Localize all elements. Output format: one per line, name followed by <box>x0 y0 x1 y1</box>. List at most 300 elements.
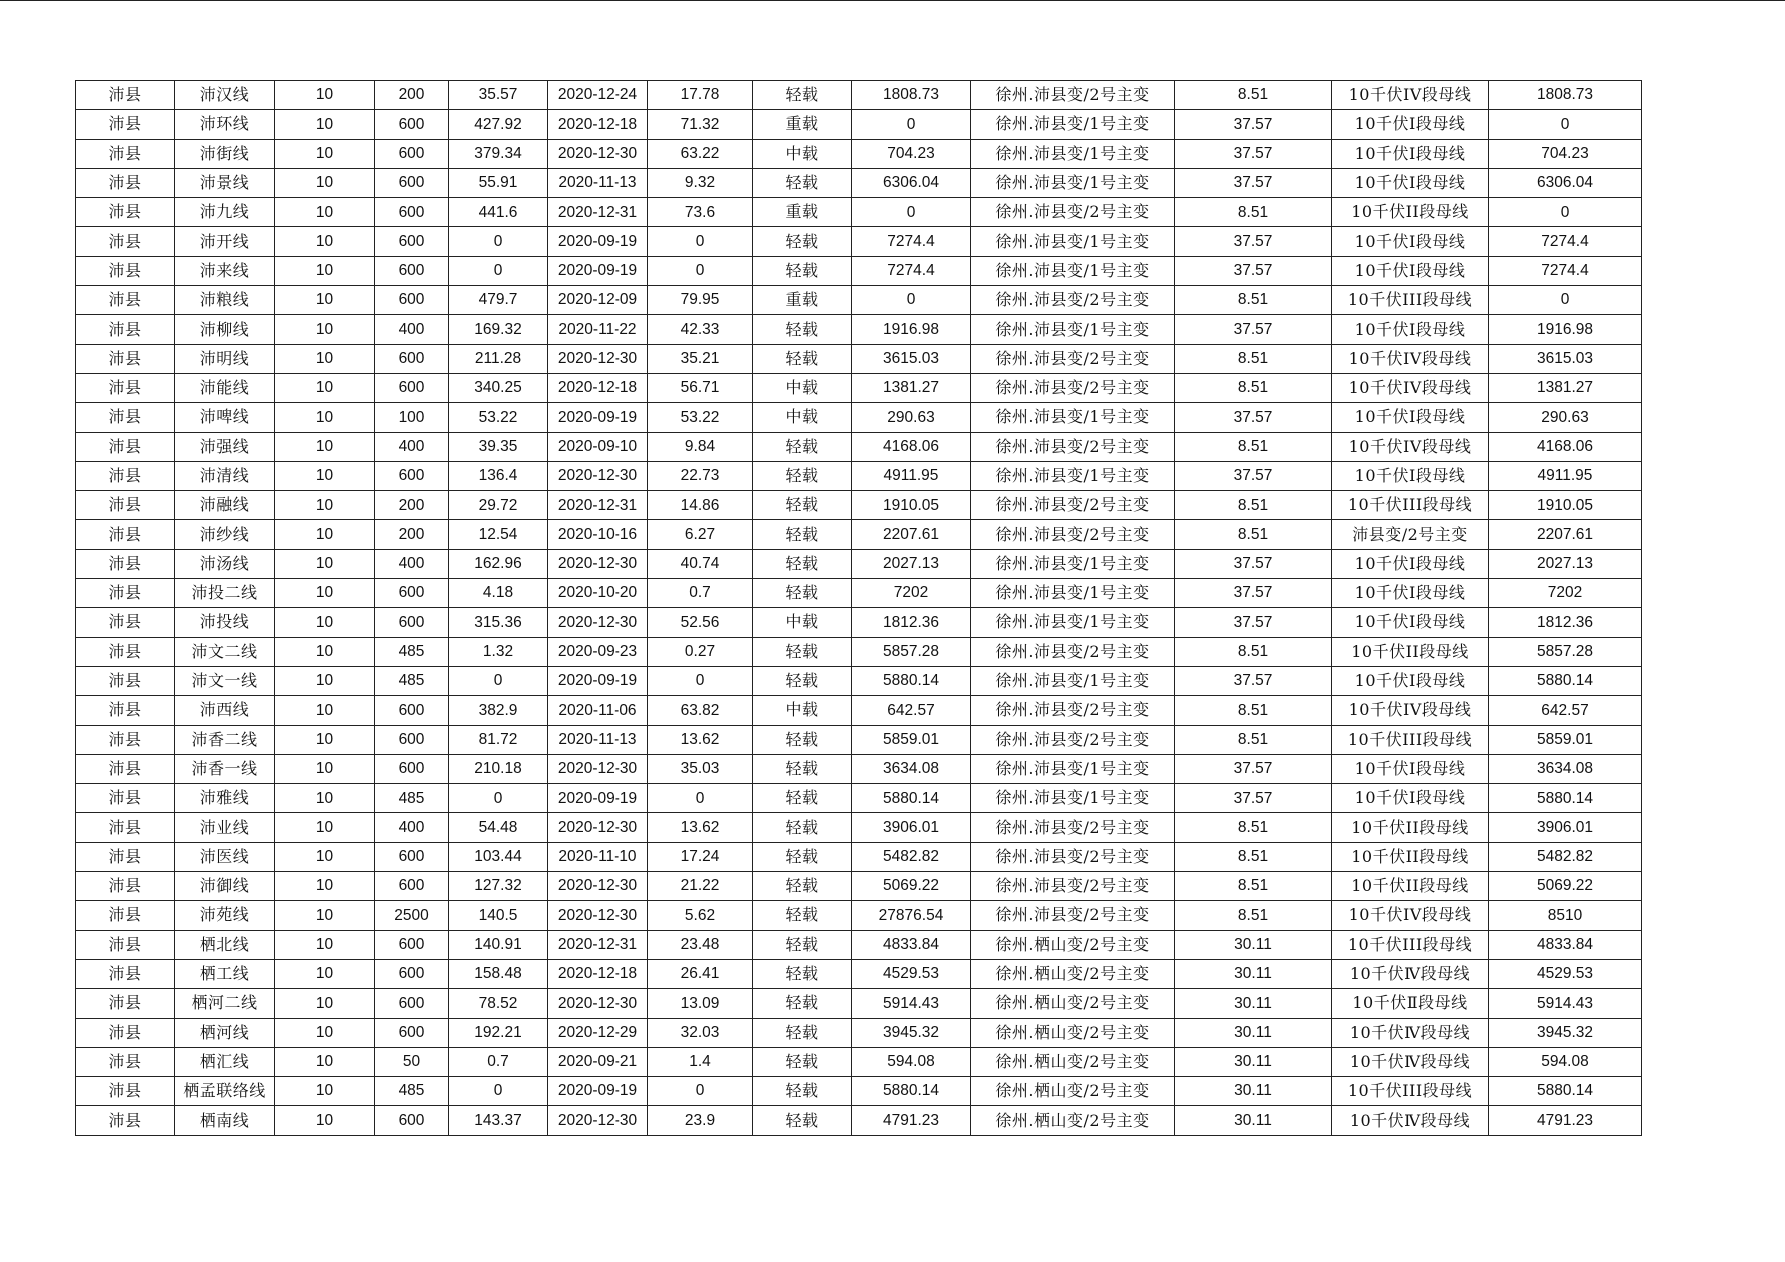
transformer-cell: 徐州.栖山变/2号主变 <box>971 1106 1175 1135</box>
available-capacity-cell: 5914.43 <box>852 989 971 1018</box>
voltage-cell: 10 <box>275 608 375 637</box>
load-status-cell: 轻载 <box>753 813 852 842</box>
capacity-cell: 600 <box>375 256 449 285</box>
load-rate-cell: 42.33 <box>648 315 753 344</box>
current-cell: 35.57 <box>449 81 548 110</box>
capacity-cell: 600 <box>375 696 449 725</box>
open-capacity-cell: 7202 <box>1489 579 1642 608</box>
busbar-cell: 10千伏IV段母线 <box>1332 344 1489 373</box>
voltage-cell: 10 <box>275 1106 375 1135</box>
date-cell: 2020-09-19 <box>548 256 648 285</box>
busbar-cell: 10千伏III段母线 <box>1332 1077 1489 1106</box>
load-status-cell: 轻载 <box>753 872 852 901</box>
date-cell: 2020-12-18 <box>548 110 648 139</box>
available-capacity-cell: 5069.22 <box>852 872 971 901</box>
busbar-cell: 10千伏Ⅳ段母线 <box>1332 1018 1489 1047</box>
voltage-cell: 10 <box>275 901 375 930</box>
feeder-load-table <box>75 80 1642 1136</box>
transformer-load-cell: 37.57 <box>1175 256 1332 285</box>
transformer-load-cell: 8.51 <box>1175 520 1332 549</box>
current-cell: 54.48 <box>449 813 548 842</box>
open-capacity-cell: 3634.08 <box>1489 754 1642 783</box>
table-row <box>76 901 1642 930</box>
transformer-cell: 徐州.栖山变/2号主变 <box>971 1047 1175 1076</box>
busbar-cell: 10千伏Ⅰ段母线 <box>1332 608 1489 637</box>
load-rate-cell: 23.48 <box>648 930 753 959</box>
date-cell: 2020-09-23 <box>548 637 648 666</box>
table-row <box>76 315 1642 344</box>
transformer-cell: 徐州.沛县变/2号主变 <box>971 344 1175 373</box>
load-status-cell: 中载 <box>753 403 852 432</box>
capacity-cell: 400 <box>375 432 449 461</box>
capacity-cell: 600 <box>375 579 449 608</box>
load-status-cell: 轻载 <box>753 432 852 461</box>
available-capacity-cell: 1910.05 <box>852 491 971 520</box>
table-row <box>76 227 1642 256</box>
voltage-cell: 10 <box>275 373 375 402</box>
line-name-cell: 沛九线 <box>175 198 275 227</box>
transformer-load-cell: 37.57 <box>1175 168 1332 197</box>
available-capacity-cell: 7274.4 <box>852 227 971 256</box>
capacity-cell: 400 <box>375 813 449 842</box>
date-cell: 2020-09-19 <box>548 227 648 256</box>
capacity-cell: 600 <box>375 110 449 139</box>
open-capacity-cell: 1910.05 <box>1489 491 1642 520</box>
current-cell: 1.32 <box>449 637 548 666</box>
voltage-cell: 10 <box>275 959 375 988</box>
available-capacity-cell: 5880.14 <box>852 1077 971 1106</box>
line-name-cell: 沛粮线 <box>175 286 275 315</box>
transformer-cell: 徐州.沛县变/1号主变 <box>971 110 1175 139</box>
capacity-cell: 100 <box>375 403 449 432</box>
capacity-cell: 200 <box>375 520 449 549</box>
line-name-cell: 沛雅线 <box>175 784 275 813</box>
current-cell: 55.91 <box>449 168 548 197</box>
transformer-load-cell: 30.11 <box>1175 989 1332 1018</box>
date-cell: 2020-12-30 <box>548 989 648 1018</box>
transformer-load-cell: 37.57 <box>1175 608 1332 637</box>
busbar-cell: 10千伏Ⅳ段母线 <box>1332 1047 1489 1076</box>
transformer-load-cell: 8.51 <box>1175 344 1332 373</box>
voltage-cell: 10 <box>275 432 375 461</box>
open-capacity-cell: 1812.36 <box>1489 608 1642 637</box>
line-name-cell: 栖河线 <box>175 1018 275 1047</box>
voltage-cell: 10 <box>275 872 375 901</box>
open-capacity-cell: 5482.82 <box>1489 842 1642 871</box>
open-capacity-cell: 5880.14 <box>1489 666 1642 695</box>
voltage-cell: 10 <box>275 403 375 432</box>
date-cell: 2020-12-30 <box>548 813 648 842</box>
voltage-cell: 10 <box>275 725 375 754</box>
county-cell: 沛县 <box>76 373 175 402</box>
date-cell: 2020-11-06 <box>548 696 648 725</box>
capacity-cell: 485 <box>375 1077 449 1106</box>
transformer-load-cell: 37.57 <box>1175 315 1332 344</box>
county-cell: 沛县 <box>76 579 175 608</box>
open-capacity-cell: 4833.84 <box>1489 930 1642 959</box>
available-capacity-cell: 6306.04 <box>852 168 971 197</box>
load-status-cell: 轻载 <box>753 168 852 197</box>
county-cell: 沛县 <box>76 344 175 373</box>
transformer-load-cell: 30.11 <box>1175 1018 1332 1047</box>
transformer-cell: 徐州.沛县变/1号主变 <box>971 168 1175 197</box>
load-status-cell: 轻载 <box>753 989 852 1018</box>
available-capacity-cell: 1381.27 <box>852 373 971 402</box>
load-status-cell: 轻载 <box>753 461 852 490</box>
transformer-load-cell: 8.51 <box>1175 696 1332 725</box>
line-name-cell: 沛景线 <box>175 168 275 197</box>
voltage-cell: 10 <box>275 344 375 373</box>
load-rate-cell: 52.56 <box>648 608 753 637</box>
table-row <box>76 637 1642 666</box>
load-status-cell: 轻载 <box>753 549 852 578</box>
busbar-cell: 10千伏Ⅳ段母线 <box>1332 1106 1489 1135</box>
county-cell: 沛县 <box>76 959 175 988</box>
date-cell: 2020-11-10 <box>548 842 648 871</box>
open-capacity-cell: 3906.01 <box>1489 813 1642 842</box>
load-status-cell: 中载 <box>753 608 852 637</box>
current-cell: 169.32 <box>449 315 548 344</box>
load-rate-cell: 9.84 <box>648 432 753 461</box>
available-capacity-cell: 1812.36 <box>852 608 971 637</box>
transformer-load-cell: 37.57 <box>1175 139 1332 168</box>
date-cell: 2020-12-30 <box>548 901 648 930</box>
county-cell: 沛县 <box>76 403 175 432</box>
load-rate-cell: 14.86 <box>648 491 753 520</box>
load-status-cell: 轻载 <box>753 1018 852 1047</box>
capacity-cell: 600 <box>375 198 449 227</box>
load-status-cell: 轻载 <box>753 930 852 959</box>
voltage-cell: 10 <box>275 1047 375 1076</box>
load-status-cell: 轻载 <box>753 1047 852 1076</box>
line-name-cell: 沛投二线 <box>175 579 275 608</box>
load-status-cell: 中载 <box>753 139 852 168</box>
busbar-cell: 10千伏Ⅰ段母线 <box>1332 110 1489 139</box>
line-name-cell: 沛投线 <box>175 608 275 637</box>
line-name-cell: 沛来线 <box>175 256 275 285</box>
load-rate-cell: 71.32 <box>648 110 753 139</box>
available-capacity-cell: 27876.54 <box>852 901 971 930</box>
county-cell: 沛县 <box>76 989 175 1018</box>
open-capacity-cell: 4168.06 <box>1489 432 1642 461</box>
table-row <box>76 344 1642 373</box>
date-cell: 2020-09-19 <box>548 666 648 695</box>
voltage-cell: 10 <box>275 637 375 666</box>
load-rate-cell: 0.27 <box>648 637 753 666</box>
current-cell: 479.7 <box>449 286 548 315</box>
date-cell: 2020-12-29 <box>548 1018 648 1047</box>
busbar-cell: 10千伏Ⅰ段母线 <box>1332 139 1489 168</box>
capacity-cell: 600 <box>375 168 449 197</box>
voltage-cell: 10 <box>275 461 375 490</box>
transformer-cell: 徐州.沛县变/2号主变 <box>971 520 1175 549</box>
table-row <box>76 461 1642 490</box>
available-capacity-cell: 4911.95 <box>852 461 971 490</box>
transformer-cell: 徐州.沛县变/2号主变 <box>971 432 1175 461</box>
transformer-cell: 徐州.沛县变/1号主变 <box>971 139 1175 168</box>
current-cell: 78.52 <box>449 989 548 1018</box>
table-row <box>76 139 1642 168</box>
transformer-load-cell: 37.57 <box>1175 403 1332 432</box>
transformer-load-cell: 8.51 <box>1175 872 1332 901</box>
voltage-cell: 10 <box>275 930 375 959</box>
busbar-cell: 10千伏Ⅰ段母线 <box>1332 256 1489 285</box>
load-rate-cell: 13.09 <box>648 989 753 1018</box>
busbar-cell: 10千伏II段母线 <box>1332 872 1489 901</box>
open-capacity-cell: 594.08 <box>1489 1047 1642 1076</box>
load-rate-cell: 17.78 <box>648 81 753 110</box>
busbar-cell: 10千伏Ⅰ段母线 <box>1332 666 1489 695</box>
table-row <box>76 549 1642 578</box>
load-rate-cell: 23.9 <box>648 1106 753 1135</box>
open-capacity-cell: 4911.95 <box>1489 461 1642 490</box>
load-status-cell: 轻载 <box>753 901 852 930</box>
line-name-cell: 沛文一线 <box>175 666 275 695</box>
load-rate-cell: 9.32 <box>648 168 753 197</box>
transformer-load-cell: 8.51 <box>1175 842 1332 871</box>
busbar-cell: 10千伏Ⅰ段母线 <box>1332 461 1489 490</box>
current-cell: 379.34 <box>449 139 548 168</box>
table-row <box>76 256 1642 285</box>
load-status-cell: 轻载 <box>753 315 852 344</box>
line-name-cell: 沛业线 <box>175 813 275 842</box>
load-rate-cell: 0 <box>648 227 753 256</box>
busbar-cell: 10千伏IV段母线 <box>1332 696 1489 725</box>
table-row <box>76 1077 1642 1106</box>
line-name-cell: 沛能线 <box>175 373 275 402</box>
capacity-cell: 485 <box>375 637 449 666</box>
transformer-load-cell: 37.57 <box>1175 784 1332 813</box>
line-name-cell: 沛汤线 <box>175 549 275 578</box>
date-cell: 2020-12-30 <box>548 754 648 783</box>
capacity-cell: 200 <box>375 491 449 520</box>
voltage-cell: 10 <box>275 696 375 725</box>
available-capacity-cell: 3615.03 <box>852 344 971 373</box>
voltage-cell: 10 <box>275 549 375 578</box>
date-cell: 2020-12-09 <box>548 286 648 315</box>
capacity-cell: 600 <box>375 872 449 901</box>
table-row <box>76 813 1642 842</box>
load-rate-cell: 0 <box>648 256 753 285</box>
transformer-load-cell: 37.57 <box>1175 754 1332 783</box>
available-capacity-cell: 7274.4 <box>852 256 971 285</box>
transformer-load-cell: 30.11 <box>1175 959 1332 988</box>
current-cell: 0 <box>449 666 548 695</box>
table-row <box>76 520 1642 549</box>
county-cell: 沛县 <box>76 227 175 256</box>
load-status-cell: 轻载 <box>753 256 852 285</box>
county-cell: 沛县 <box>76 491 175 520</box>
date-cell: 2020-12-31 <box>548 198 648 227</box>
line-name-cell: 沛医线 <box>175 842 275 871</box>
load-rate-cell: 73.6 <box>648 198 753 227</box>
load-rate-cell: 0 <box>648 1077 753 1106</box>
current-cell: 427.92 <box>449 110 548 139</box>
voltage-cell: 10 <box>275 813 375 842</box>
line-name-cell: 沛明线 <box>175 344 275 373</box>
transformer-load-cell: 8.51 <box>1175 81 1332 110</box>
available-capacity-cell: 1916.98 <box>852 315 971 344</box>
load-rate-cell: 35.03 <box>648 754 753 783</box>
date-cell: 2020-12-30 <box>548 608 648 637</box>
voltage-cell: 10 <box>275 227 375 256</box>
table-row <box>76 872 1642 901</box>
busbar-cell: 10千伏Ⅰ段母线 <box>1332 168 1489 197</box>
county-cell: 沛县 <box>76 608 175 637</box>
line-name-cell: 沛香一线 <box>175 754 275 783</box>
load-rate-cell: 0 <box>648 666 753 695</box>
load-status-cell: 重载 <box>753 110 852 139</box>
voltage-cell: 10 <box>275 989 375 1018</box>
table-row <box>76 1018 1642 1047</box>
current-cell: 340.25 <box>449 373 548 402</box>
voltage-cell: 10 <box>275 198 375 227</box>
available-capacity-cell: 704.23 <box>852 139 971 168</box>
county-cell: 沛县 <box>76 81 175 110</box>
date-cell: 2020-12-18 <box>548 373 648 402</box>
table-row <box>76 666 1642 695</box>
load-rate-cell: 6.27 <box>648 520 753 549</box>
transformer-cell: 徐州.沛县变/2号主变 <box>971 813 1175 842</box>
transformer-load-cell: 8.51 <box>1175 286 1332 315</box>
table-row <box>76 579 1642 608</box>
date-cell: 2020-11-13 <box>548 168 648 197</box>
open-capacity-cell: 4791.23 <box>1489 1106 1642 1135</box>
transformer-cell: 徐州.栖山变/2号主变 <box>971 1018 1175 1047</box>
open-capacity-cell: 1916.98 <box>1489 315 1642 344</box>
available-capacity-cell: 2207.61 <box>852 520 971 549</box>
line-name-cell: 沛强线 <box>175 432 275 461</box>
date-cell: 2020-09-21 <box>548 1047 648 1076</box>
date-cell: 2020-09-10 <box>548 432 648 461</box>
open-capacity-cell: 290.63 <box>1489 403 1642 432</box>
line-name-cell: 沛西线 <box>175 696 275 725</box>
date-cell: 2020-12-30 <box>548 1106 648 1135</box>
transformer-cell: 徐州.沛县变/1号主变 <box>971 256 1175 285</box>
county-cell: 沛县 <box>76 256 175 285</box>
county-cell: 沛县 <box>76 139 175 168</box>
open-capacity-cell: 5857.28 <box>1489 637 1642 666</box>
county-cell: 沛县 <box>76 1077 175 1106</box>
load-status-cell: 轻载 <box>753 725 852 754</box>
open-capacity-cell: 6306.04 <box>1489 168 1642 197</box>
date-cell: 2020-12-30 <box>548 139 648 168</box>
table-row <box>76 81 1642 110</box>
load-status-cell: 轻载 <box>753 579 852 608</box>
transformer-cell: 徐州.沛县变/1号主变 <box>971 549 1175 578</box>
transformer-load-cell: 8.51 <box>1175 901 1332 930</box>
transformer-load-cell: 37.57 <box>1175 549 1332 578</box>
load-rate-cell: 63.22 <box>648 139 753 168</box>
current-cell: 136.4 <box>449 461 548 490</box>
table-body <box>76 81 1642 1136</box>
capacity-cell: 600 <box>375 842 449 871</box>
table-row <box>76 491 1642 520</box>
current-cell: 0 <box>449 256 548 285</box>
capacity-cell: 400 <box>375 315 449 344</box>
transformer-load-cell: 37.57 <box>1175 461 1332 490</box>
transformer-cell: 徐州.沛县变/2号主变 <box>971 491 1175 520</box>
table-row <box>76 784 1642 813</box>
page-top-rule <box>0 0 1785 1</box>
county-cell: 沛县 <box>76 286 175 315</box>
transformer-cell: 徐州.沛县变/1号主变 <box>971 315 1175 344</box>
transformer-cell: 徐州.沛县变/2号主变 <box>971 842 1175 871</box>
date-cell: 2020-11-13 <box>548 725 648 754</box>
open-capacity-cell: 7274.4 <box>1489 256 1642 285</box>
line-name-cell: 栖河二线 <box>175 989 275 1018</box>
county-cell: 沛县 <box>76 754 175 783</box>
line-name-cell: 沛街线 <box>175 139 275 168</box>
busbar-cell: 10千伏III段母线 <box>1332 491 1489 520</box>
available-capacity-cell: 5482.82 <box>852 842 971 871</box>
county-cell: 沛县 <box>76 110 175 139</box>
transformer-cell: 徐州.栖山变/2号主变 <box>971 930 1175 959</box>
county-cell: 沛县 <box>76 520 175 549</box>
current-cell: 441.6 <box>449 198 548 227</box>
transformer-load-cell: 8.51 <box>1175 491 1332 520</box>
available-capacity-cell: 4168.06 <box>852 432 971 461</box>
current-cell: 140.91 <box>449 930 548 959</box>
available-capacity-cell: 7202 <box>852 579 971 608</box>
table-row <box>76 725 1642 754</box>
available-capacity-cell: 2027.13 <box>852 549 971 578</box>
line-name-cell: 沛香二线 <box>175 725 275 754</box>
load-status-cell: 轻载 <box>753 666 852 695</box>
open-capacity-cell: 1381.27 <box>1489 373 1642 402</box>
load-rate-cell: 56.71 <box>648 373 753 402</box>
voltage-cell: 10 <box>275 286 375 315</box>
busbar-cell: 10千伏Ⅳ段母线 <box>1332 959 1489 988</box>
current-cell: 158.48 <box>449 959 548 988</box>
county-cell: 沛县 <box>76 842 175 871</box>
county-cell: 沛县 <box>76 461 175 490</box>
date-cell: 2020-12-18 <box>548 959 648 988</box>
available-capacity-cell: 290.63 <box>852 403 971 432</box>
table-row <box>76 930 1642 959</box>
open-capacity-cell: 5859.01 <box>1489 725 1642 754</box>
transformer-cell: 徐州.沛县变/1号主变 <box>971 461 1175 490</box>
load-status-cell: 重载 <box>753 198 852 227</box>
capacity-cell: 600 <box>375 754 449 783</box>
table-row <box>76 110 1642 139</box>
transformer-cell: 徐州.沛县变/2号主变 <box>971 373 1175 402</box>
busbar-cell: 10千伏II段母线 <box>1332 813 1489 842</box>
open-capacity-cell: 1808.73 <box>1489 81 1642 110</box>
load-status-cell: 轻载 <box>753 1077 852 1106</box>
voltage-cell: 10 <box>275 842 375 871</box>
table-row <box>76 989 1642 1018</box>
transformer-cell: 徐州.沛县变/1号主变 <box>971 754 1175 783</box>
current-cell: 0.7 <box>449 1047 548 1076</box>
available-capacity-cell: 0 <box>852 286 971 315</box>
available-capacity-cell: 3945.32 <box>852 1018 971 1047</box>
load-status-cell: 轻载 <box>753 754 852 783</box>
capacity-cell: 600 <box>375 344 449 373</box>
transformer-cell: 徐州.沛县变/2号主变 <box>971 637 1175 666</box>
date-cell: 2020-09-19 <box>548 403 648 432</box>
county-cell: 沛县 <box>76 813 175 842</box>
county-cell: 沛县 <box>76 549 175 578</box>
load-rate-cell: 53.22 <box>648 403 753 432</box>
transformer-load-cell: 37.57 <box>1175 579 1332 608</box>
line-name-cell: 沛环线 <box>175 110 275 139</box>
county-cell: 沛县 <box>76 901 175 930</box>
available-capacity-cell: 0 <box>852 110 971 139</box>
date-cell: 2020-09-19 <box>548 784 648 813</box>
load-rate-cell: 40.74 <box>648 549 753 578</box>
busbar-cell: 10千伏IV段母线 <box>1332 432 1489 461</box>
